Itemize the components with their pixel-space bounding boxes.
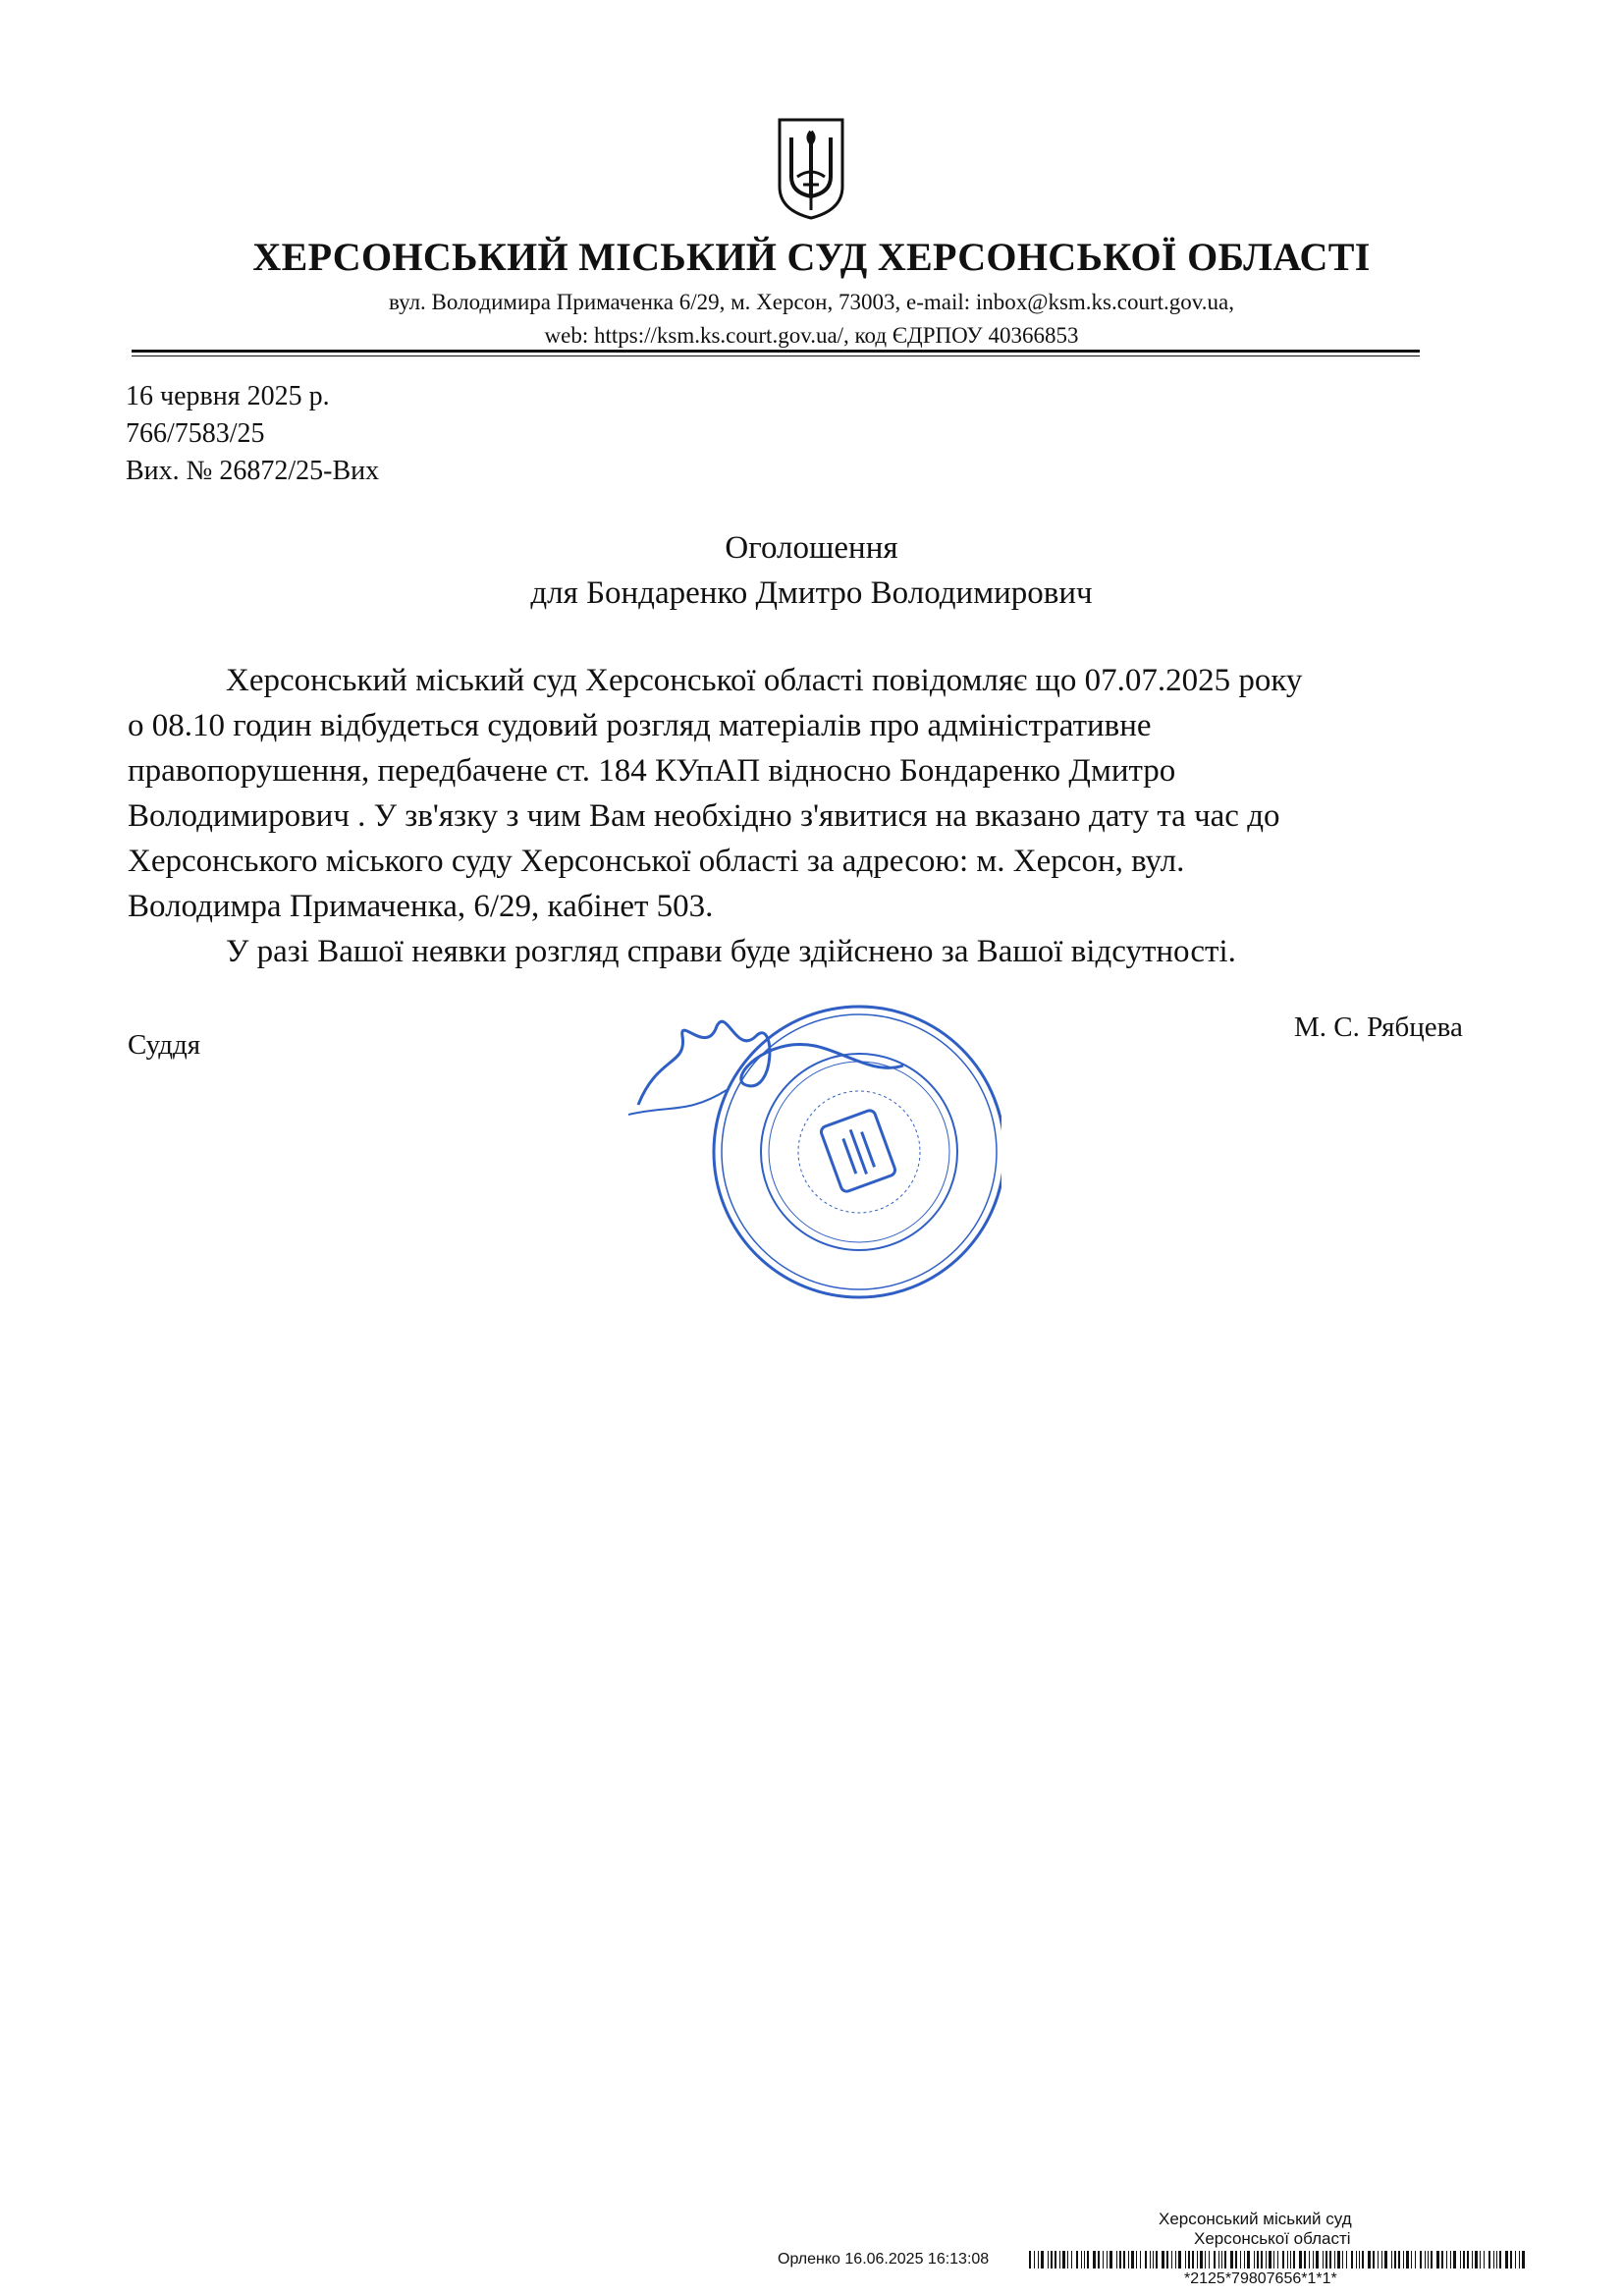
- body-line: Володимра Примаченка, 6/29, кабінет 503.: [128, 889, 714, 924]
- barcode-bar: [1123, 2251, 1125, 2269]
- barcode-bar: [1059, 2251, 1060, 2269]
- barcode-bar: [1128, 2251, 1129, 2269]
- registration-stamp: Орленко 16.06.2025 16:13:08: [778, 2251, 990, 2268]
- case-number: 766/7583/25: [126, 418, 265, 449]
- court-name: ХЕРСОНСЬКИЙ МІСЬКИЙ СУД ХЕРСОНСЬКОЇ ОБЛАСТІ: [252, 235, 1371, 279]
- notice-body: [128, 658, 1502, 974]
- barcode-bar: [1406, 2251, 1409, 2269]
- barcode-bar: [1493, 2251, 1494, 2269]
- barcode-bar: [1316, 2251, 1319, 2269]
- barcode-bar: [1342, 2251, 1343, 2269]
- barcode-bar: [1488, 2251, 1490, 2269]
- barcode-bar: [1257, 2251, 1259, 2269]
- trident-emblem-icon: [774, 116, 848, 222]
- barcode-bar: [1480, 2251, 1481, 2269]
- notice-title: Оголошення: [725, 530, 898, 566]
- barcode-bar: [1431, 2251, 1433, 2269]
- barcode-bar: [1359, 2251, 1360, 2269]
- barcode-bar: [1450, 2251, 1451, 2269]
- barcode-bar: [1261, 2251, 1263, 2269]
- barcode-bar: [1214, 2251, 1216, 2269]
- barcode-bar: [1081, 2251, 1082, 2269]
- barcode-bar: [1428, 2251, 1429, 2269]
- barcode-bar: [1484, 2251, 1485, 2269]
- barcode-bar: [1381, 2251, 1382, 2269]
- barcode-bar: [1178, 2251, 1181, 2269]
- barcode-bar: [1247, 2251, 1250, 2269]
- barcode-bar: [1192, 2251, 1194, 2269]
- absence-notice: У разі Вашої неявки розгляд справи буде здійснено за Вашої відсутності.: [226, 934, 1236, 969]
- barcode-bar: [1313, 2251, 1314, 2269]
- header-divider-thin: [132, 355, 1420, 356]
- body-line: Херсонського міського суду Херсонської області за адресою: м. Херсон, вул.: [128, 844, 1185, 879]
- barcode-bar: [1394, 2251, 1396, 2269]
- barcode-bar: [1266, 2251, 1267, 2269]
- barcode-bar: [1205, 2251, 1206, 2269]
- barcode-bar: [1109, 2251, 1112, 2269]
- barcode-bar: [1329, 2251, 1331, 2269]
- barcode-bar: [1150, 2251, 1151, 2269]
- barcode-bar: [1197, 2251, 1198, 2269]
- barcode-bar: [1287, 2251, 1288, 2269]
- barcode-bar: [1467, 2251, 1469, 2269]
- barcode-bar: [1076, 2251, 1078, 2269]
- barcode-bar: [1436, 2251, 1439, 2269]
- body-line: Володимирович . У зв'язку з чим Вам необхідно з'явитися на вказано дату та час до: [128, 798, 1280, 834]
- barcode-bar: [1051, 2251, 1053, 2269]
- barcode-bar: [1188, 2251, 1190, 2269]
- barcode-bar: [1496, 2251, 1497, 2269]
- barcode-bar: [1029, 2251, 1031, 2269]
- barcode-bar: [1522, 2251, 1525, 2269]
- barcode-bar: [1136, 2251, 1137, 2269]
- signature-name: М. С. Рябцева: [1294, 1011, 1463, 1043]
- barcode-bar: [1269, 2251, 1271, 2269]
- barcode-bar: [1098, 2251, 1100, 2269]
- barcode-bar: [1499, 2251, 1501, 2269]
- barcode-bar: [1107, 2251, 1108, 2269]
- barcode-bar: [1224, 2251, 1226, 2269]
- barcode-bar: [1171, 2251, 1172, 2269]
- barcode-bar: [1346, 2251, 1347, 2269]
- barcode-bar: [1446, 2251, 1447, 2269]
- barcode-bar: [1323, 2251, 1324, 2269]
- barcode-bar: [1510, 2251, 1512, 2269]
- barcode-bar: [1156, 2251, 1158, 2269]
- barcode-bar: [1282, 2251, 1284, 2269]
- barcode-bar: [1373, 2251, 1375, 2269]
- barcode-bar: [1368, 2251, 1371, 2269]
- court-seal-stamp: [628, 997, 1001, 1311]
- barcode-bar: [1398, 2251, 1400, 2269]
- barcode-bar: [1415, 2251, 1416, 2269]
- barcode-bar: [1463, 2251, 1465, 2269]
- document-barcode: [1029, 2251, 1530, 2269]
- barcode-bar: [1055, 2251, 1056, 2269]
- footer-court-line2: Херсонської області: [1194, 2229, 1351, 2248]
- barcode-bar: [1277, 2251, 1278, 2269]
- barcode-text: *2125*79807656*1*1*: [1184, 2270, 1337, 2287]
- barcode-bar: [1425, 2251, 1426, 2269]
- barcode-bar: [1240, 2251, 1241, 2269]
- barcode-bar: [1218, 2251, 1219, 2269]
- barcode-bar: [1038, 2251, 1039, 2269]
- court-web: web: https://ksm.ks.court.gov.ua/, код ЄДРПОУ 40366853: [544, 323, 1079, 348]
- barcode-bar: [1403, 2251, 1404, 2269]
- body-line: о 08.10 годин відбудеться судовий розгляд матеріалів про адміністративне: [128, 708, 1152, 743]
- barcode-bar: [1472, 2251, 1473, 2269]
- barcode-bar: [1087, 2251, 1089, 2269]
- barcode-bar: [1119, 2251, 1121, 2269]
- body-line: правопорушення, передбачене ст. 184 КУпАП відносно Бондаренко Дмитро: [128, 753, 1176, 789]
- barcode-bar: [1325, 2251, 1327, 2269]
- footer-court-line1: Херсонський міський суд: [1159, 2210, 1352, 2228]
- barcode-bar: [1337, 2251, 1340, 2269]
- barcode-bar: [1519, 2251, 1520, 2269]
- barcode-bar: [1235, 2251, 1237, 2269]
- barcode-bar: [1230, 2251, 1233, 2269]
- barcode-bar: [1071, 2251, 1072, 2269]
- barcode-bar: [1505, 2251, 1508, 2269]
- barcode-bar: [1131, 2251, 1134, 2269]
- barcode-bar: [1244, 2251, 1245, 2269]
- barcode-bar: [1304, 2251, 1306, 2269]
- barcode-bar: [1062, 2251, 1065, 2269]
- barcode-bar: [1299, 2251, 1302, 2269]
- barcode-bar: [1362, 2251, 1364, 2269]
- barcode-bar: [1309, 2251, 1310, 2269]
- barcode-bar: [1093, 2251, 1096, 2269]
- barcode-bar: [1334, 2251, 1335, 2269]
- barcode-bar: [1420, 2251, 1422, 2269]
- barcode-bar: [1441, 2251, 1443, 2269]
- barcode-bar: [1116, 2251, 1117, 2269]
- barcode-bar: [1140, 2251, 1141, 2269]
- header-divider: [132, 350, 1420, 353]
- document-date: 16 червня 2025 р.: [126, 381, 330, 411]
- barcode-bar: [1453, 2251, 1456, 2269]
- barcode-bar: [1084, 2251, 1085, 2269]
- barcode-bar: [1209, 2251, 1210, 2269]
- barcode-bar: [1378, 2251, 1379, 2269]
- barcode-bar: [1254, 2251, 1255, 2269]
- notice-addressee: для Бондаренко Дмитро Володимирович: [530, 575, 1093, 611]
- barcode-bar: [1162, 2251, 1164, 2269]
- body-line: Херсонський міський суд Херсонської області повідомляє що 07.07.2025 року: [226, 663, 1303, 698]
- barcode-bar: [1221, 2251, 1222, 2269]
- barcode-bar: [1460, 2251, 1461, 2269]
- barcode-bar: [1475, 2251, 1478, 2269]
- barcode-bar: [1200, 2251, 1203, 2269]
- barcode-bar: [1384, 2251, 1387, 2269]
- court-address: вул. Володимира Примаченка 6/29, м. Херсон, 73003, e-mail: inbox@ksm.ks.court.gov.ua,: [389, 290, 1234, 314]
- barcode-bar: [1166, 2251, 1168, 2269]
- signature-role: Суддя: [128, 1029, 201, 1061]
- barcode-bar: [1185, 2251, 1186, 2269]
- barcode-bar: [1034, 2251, 1035, 2269]
- barcode-bar: [1048, 2251, 1049, 2269]
- barcode-bar: [1351, 2251, 1353, 2269]
- barcode-bar: [1153, 2251, 1154, 2269]
- barcode-bar: [1356, 2251, 1357, 2269]
- barcode-bar: [1391, 2251, 1392, 2269]
- outgoing-number: Вих. № 26872/25-Вих: [126, 456, 380, 486]
- barcode-bar: [1411, 2251, 1412, 2269]
- barcode-bar: [1515, 2251, 1516, 2269]
- barcode-bar: [1145, 2251, 1147, 2269]
- barcode-bar: [1175, 2251, 1176, 2269]
- barcode-bar: [1103, 2251, 1104, 2269]
- barcode-bar: [1067, 2251, 1068, 2269]
- barcode-bar: [1041, 2251, 1044, 2269]
- barcode-bar: [1273, 2251, 1274, 2269]
- barcode-bar: [1290, 2251, 1291, 2269]
- barcode-bar: [1293, 2251, 1295, 2269]
